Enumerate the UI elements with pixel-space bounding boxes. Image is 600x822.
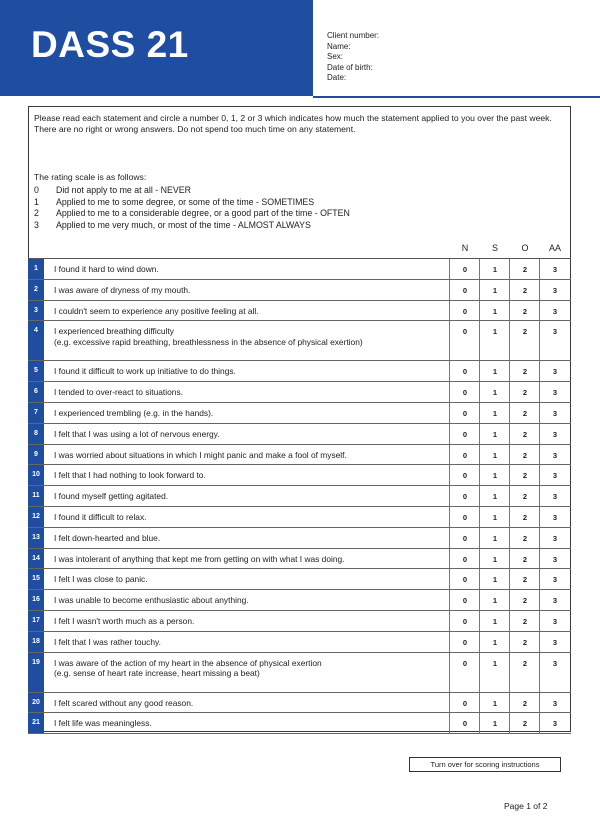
- item-statement: [54, 658, 474, 679]
- table-row: [28, 403, 571, 424]
- item-statement: [54, 366, 474, 377]
- rating-option-0[interactable]: 0: [462, 637, 468, 647]
- column-header-never: N: [461, 243, 469, 253]
- item-text: I tended to over-react to situations.: [54, 387, 183, 398]
- rating-option-0[interactable]: 0: [462, 429, 468, 439]
- rating-option-2[interactable]: 2: [522, 596, 528, 606]
- rating-option-2[interactable]: 2: [522, 429, 528, 439]
- item-statement: [54, 574, 474, 585]
- rating-option-0[interactable]: 0: [462, 512, 468, 522]
- client-number-field: Client number:: [327, 31, 380, 40]
- rating-option-0[interactable]: 0: [462, 658, 468, 668]
- rating-option-3[interactable]: 3: [552, 388, 558, 398]
- item-text: I was unable to become enthusiastic about anything.: [54, 595, 249, 606]
- rating-option-3[interactable]: 3: [552, 408, 558, 418]
- item-number: 13: [28, 528, 44, 548]
- rating-option-1[interactable]: 1: [492, 367, 498, 377]
- item-statement: [54, 264, 474, 275]
- rating-option-2[interactable]: 2: [522, 367, 528, 377]
- item-number: 8: [28, 424, 44, 444]
- rating-option-2[interactable]: 2: [522, 616, 528, 626]
- table-row: [28, 301, 571, 322]
- name-field: Name:: [327, 41, 351, 51]
- table-row: [28, 528, 571, 549]
- item-statement: [54, 387, 474, 398]
- rating-option-3[interactable]: 3: [552, 265, 558, 274]
- item-number: 18: [28, 632, 44, 652]
- turn-over-note: Turn over for scoring instructions: [409, 757, 561, 772]
- item-statement: [54, 408, 474, 419]
- rating-option-1[interactable]: 1: [492, 533, 498, 543]
- item-text: I found it difficult to relax.: [54, 511, 147, 522]
- table-row: [28, 569, 571, 590]
- item-statement: [54, 470, 474, 481]
- rating-option-0[interactable]: 0: [462, 327, 468, 337]
- item-number: 10: [28, 465, 44, 485]
- table-row: [28, 693, 571, 714]
- table-row: [28, 486, 571, 507]
- item-number: 11: [28, 486, 44, 506]
- table-row: [28, 611, 571, 632]
- item-statement: [54, 450, 474, 461]
- item-text: I felt that I had nothing to look forward to.: [54, 470, 206, 481]
- table-row: [28, 259, 571, 280]
- rating-option-1[interactable]: 1: [492, 575, 498, 585]
- rating-option-1[interactable]: 1: [492, 512, 498, 522]
- table-row: [28, 445, 571, 466]
- rating-option-0[interactable]: 0: [462, 492, 468, 502]
- table-row: [28, 653, 571, 693]
- scale-description: Did not apply to me at all - NEVER: [56, 185, 191, 195]
- item-statement: [54, 616, 474, 627]
- rating-option-1[interactable]: 1: [492, 637, 498, 647]
- item-number: 3: [28, 301, 44, 321]
- rating-option-1[interactable]: 1: [492, 408, 498, 418]
- item-statement: [54, 512, 474, 523]
- rating-option-3[interactable]: 3: [552, 533, 558, 543]
- item-number: 4: [28, 321, 44, 360]
- rating-option-3[interactable]: 3: [552, 306, 558, 316]
- rating-option-1[interactable]: 1: [492, 285, 498, 295]
- item-number: 20: [28, 693, 44, 713]
- item-text: I was worried about situations in which I might panic and make a fool of myself.: [54, 449, 347, 460]
- rating-scale-title: The rating scale is as follows:: [34, 172, 147, 182]
- item-number: 21: [28, 713, 44, 733]
- rating-option-0[interactable]: 0: [462, 554, 468, 564]
- table-row: [28, 549, 571, 570]
- column-header-almost-always: AA: [548, 243, 561, 253]
- scale-description: Applied to me very much, or most of the time - ALMOST ALWAYS: [56, 219, 311, 230]
- header-divider: [313, 96, 600, 98]
- rating-option-1[interactable]: 1: [492, 492, 498, 502]
- item-number: 6: [28, 382, 44, 402]
- rating-option-1[interactable]: 1: [492, 596, 498, 606]
- rating-option-3[interactable]: 3: [552, 327, 558, 337]
- item-text: I felt I was close to panic.: [54, 574, 148, 585]
- date-field: Date:: [327, 73, 347, 82]
- item-example: (e.g. sense of heart rate increase, heart missing a beat): [54, 668, 260, 679]
- rating-option-2[interactable]: 2: [522, 450, 528, 460]
- item-text: I felt that I was using a lot of nervous energy.: [54, 428, 220, 439]
- rating-option-2[interactable]: 2: [522, 719, 528, 729]
- rating-option-2[interactable]: 2: [522, 492, 528, 502]
- rating-option-2[interactable]: 2: [522, 554, 528, 564]
- rating-option-2[interactable]: 2: [522, 698, 528, 708]
- rating-option-0[interactable]: 0: [462, 306, 468, 316]
- item-number: 9: [28, 445, 44, 465]
- rating-option-1[interactable]: 1: [492, 327, 498, 337]
- rating-option-3[interactable]: 3: [552, 492, 558, 502]
- sex-field: Sex:: [327, 52, 344, 61]
- items-table: [28, 258, 571, 734]
- instructions-text: Please read each statement and circle a number 0, 1, 2 or 3 which indicates how much the statement applied to you over the past week. There are no right or wrong answers. Do not spend too much time on any statement.: [34, 113, 552, 134]
- item-number: 17: [28, 611, 44, 631]
- item-number: 19: [28, 653, 44, 692]
- rating-option-1[interactable]: 1: [492, 658, 498, 668]
- rating-option-3[interactable]: 3: [552, 719, 558, 729]
- item-text: I felt life was meaningless.: [54, 718, 152, 729]
- item-statement: [54, 718, 474, 729]
- rating-option-3[interactable]: 3: [552, 471, 558, 481]
- item-number: 1: [28, 259, 44, 279]
- scale-number: 0: [34, 185, 39, 195]
- rating-option-1[interactable]: 1: [492, 554, 498, 564]
- form-title: DASS 21: [31, 24, 189, 65]
- rating-option-1[interactable]: 1: [492, 306, 498, 316]
- rating-option-3[interactable]: 3: [552, 367, 558, 377]
- rating-option-3[interactable]: 3: [552, 554, 558, 564]
- page-number: Page 1 of 2: [504, 801, 548, 811]
- scale-number: 3: [34, 219, 39, 230]
- rating-option-0[interactable]: 0: [462, 698, 468, 708]
- item-statement: [54, 285, 474, 296]
- rating-option-1[interactable]: 1: [492, 698, 498, 708]
- item-statement: [54, 306, 474, 317]
- rating-option-1[interactable]: 1: [492, 616, 498, 626]
- rating-option-0[interactable]: 0: [462, 265, 468, 274]
- table-row: [28, 361, 571, 382]
- title-banner: [0, 0, 313, 96]
- rating-option-2[interactable]: 2: [522, 512, 528, 522]
- table-row: [28, 713, 571, 734]
- item-statement: [54, 533, 474, 544]
- rating-option-3[interactable]: 3: [552, 575, 558, 585]
- rating-option-2[interactable]: 2: [522, 658, 528, 668]
- item-number: 15: [28, 569, 44, 589]
- scale-description: Applied to me to a considerable degree, or a good part of the time - OFTEN: [56, 208, 350, 218]
- item-statement: [54, 326, 474, 347]
- item-number: 16: [28, 590, 44, 610]
- rating-option-2[interactable]: 2: [522, 471, 528, 481]
- item-text: I found it difficult to work up initiative to do things.: [54, 366, 236, 377]
- item-text: I was intolerant of anything that kept me from getting on with what I was doing.: [54, 553, 345, 564]
- rating-option-1[interactable]: 1: [492, 388, 498, 398]
- date-of-birth-field: Date of birth:: [327, 62, 373, 72]
- item-number: 2: [28, 280, 44, 300]
- item-text: I experienced trembling (e.g. in the hands).: [54, 407, 214, 418]
- table-row: [28, 424, 571, 445]
- item-statement: [54, 554, 474, 565]
- item-text: I felt scared without any good reason.: [54, 697, 194, 708]
- column-header-often: O: [521, 243, 529, 253]
- item-text: I was aware of dryness of my mouth.: [54, 284, 191, 295]
- table-row: [28, 465, 571, 486]
- rating-option-1[interactable]: 1: [492, 719, 498, 729]
- item-number: 5: [28, 361, 44, 381]
- rating-option-3[interactable]: 3: [552, 512, 558, 522]
- item-example: (e.g. excessive rapid breathing, breathlessness in the absence of physical exertion): [54, 336, 363, 347]
- item-text: I felt down-hearted and blue.: [54, 532, 161, 543]
- rating-option-3[interactable]: 3: [552, 596, 558, 606]
- table-row: [28, 507, 571, 528]
- client-details: [327, 31, 379, 84]
- table-row: [28, 632, 571, 653]
- table-row: [28, 280, 571, 301]
- rating-option-2[interactable]: 2: [522, 306, 528, 316]
- rating-option-1[interactable]: 1: [492, 471, 498, 481]
- rating-option-2[interactable]: 2: [522, 388, 528, 398]
- item-text: I couldn't seem to experience any positive feeling at all.: [54, 305, 259, 316]
- rating-option-2[interactable]: 2: [522, 533, 528, 543]
- rating-option-3[interactable]: 3: [552, 616, 558, 626]
- item-statement: [54, 637, 474, 648]
- item-text: I felt I wasn't worth much as a person.: [54, 615, 195, 626]
- table-row: [28, 321, 571, 361]
- rating-option-2[interactable]: 2: [522, 575, 528, 585]
- rating-option-1[interactable]: 1: [492, 450, 498, 460]
- table-row: [28, 590, 571, 611]
- rating-option-2[interactable]: 2: [522, 408, 528, 418]
- rating-option-0[interactable]: 0: [462, 408, 468, 418]
- table-row: [28, 382, 571, 403]
- item-statement: [54, 595, 474, 606]
- rating-option-0[interactable]: 0: [462, 450, 468, 460]
- rating-option-3[interactable]: 3: [552, 285, 558, 295]
- scale-description: Applied to me to some degree, or some of the time - SOMETIMES: [56, 196, 315, 207]
- rating-option-0[interactable]: 0: [462, 471, 468, 481]
- rating-option-3[interactable]: 3: [552, 698, 558, 708]
- item-number: 12: [28, 507, 44, 527]
- rating-option-3[interactable]: 3: [552, 637, 558, 647]
- scale-number: 1: [34, 196, 39, 207]
- item-text: I felt that I was rather touchy.: [54, 636, 161, 647]
- rating-option-2[interactable]: 2: [522, 285, 528, 295]
- item-statement: [54, 429, 474, 440]
- item-text: I experienced breathing difficulty: [54, 326, 174, 337]
- item-text: I found myself getting agitated.: [54, 491, 169, 502]
- item-statement: [54, 491, 474, 502]
- rating-option-3[interactable]: 3: [552, 658, 558, 668]
- rating-option-0[interactable]: 0: [462, 533, 468, 543]
- item-text: I was aware of the action of my heart in the absence of physical exertion: [54, 657, 322, 668]
- rating-option-0[interactable]: 0: [462, 388, 468, 398]
- rating-option-0[interactable]: 0: [462, 596, 468, 606]
- rating-option-2[interactable]: 2: [522, 327, 528, 337]
- rating-option-0[interactable]: 0: [462, 616, 468, 626]
- rating-option-0[interactable]: 0: [462, 575, 468, 585]
- rating-option-1[interactable]: 1: [492, 429, 498, 439]
- scale-number: 2: [34, 208, 39, 218]
- rating-option-0[interactable]: 0: [462, 367, 468, 377]
- item-statement: [54, 698, 474, 709]
- rating-option-2[interactable]: 2: [522, 637, 528, 647]
- column-headers: [450, 243, 571, 255]
- rating-option-0[interactable]: 0: [462, 719, 468, 729]
- rating-option-1[interactable]: 1: [492, 265, 498, 274]
- rating-option-0[interactable]: 0: [462, 285, 468, 295]
- item-text: I found it hard to wind down.: [54, 264, 159, 274]
- rating-option-3[interactable]: 3: [552, 450, 558, 460]
- item-number: 14: [28, 549, 44, 569]
- column-header-sometimes: S: [491, 243, 498, 253]
- item-number: 7: [28, 403, 44, 423]
- rating-option-3[interactable]: 3: [552, 429, 558, 439]
- rating-option-2[interactable]: 2: [522, 265, 528, 274]
